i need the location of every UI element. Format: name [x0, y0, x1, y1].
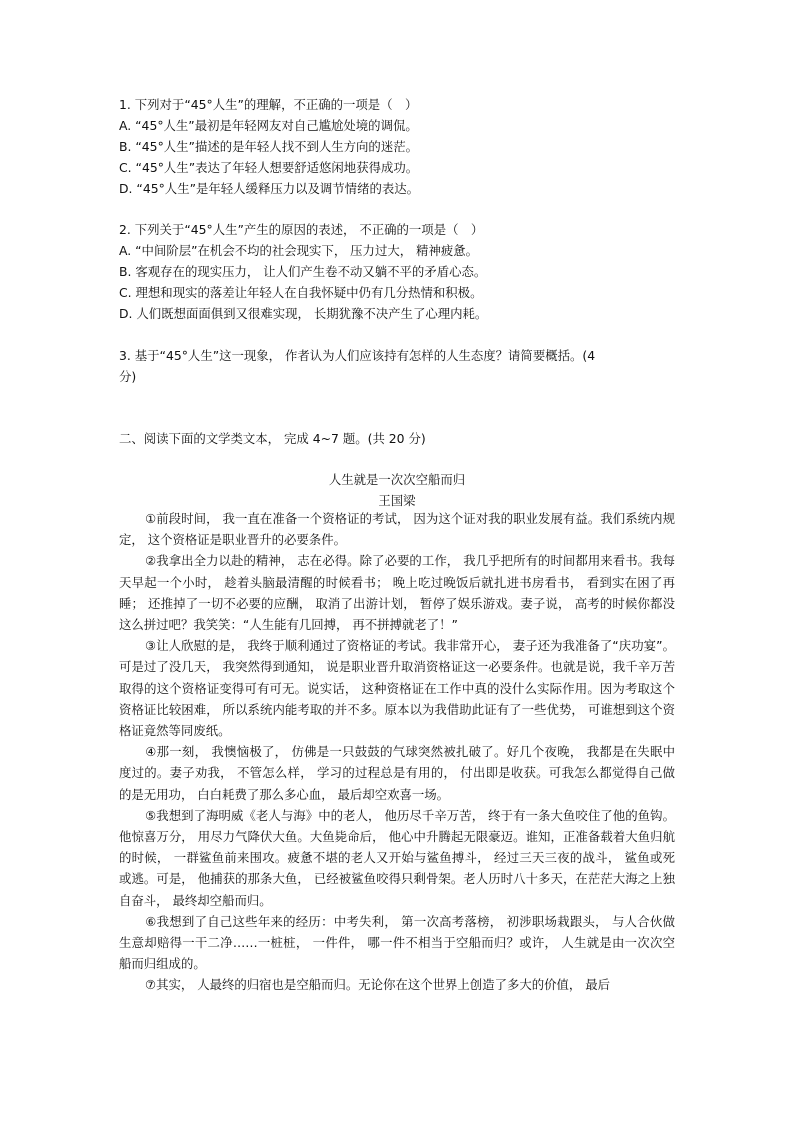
section-heading: 二、阅读下面的文学类文本， 完成 4~7 题。(共 20 分) [119, 431, 426, 446]
paragraph-7: ⑦其实， 人最终的归宿也是空船而归。无论你在这个世界上创造了多大的价值， 最后 [145, 977, 611, 993]
paragraph-6: ⑥我想到了自己这些年来的经历：中考失利， 第一次高考落榜， 初涉职场栽跟头， 与人合伙做生意却赔得一干二净……一桩桩， 一件件， 哪一件不相当于空船而归？或许， 人生就是由一次次空船而归组成的。 [119, 913, 675, 972]
option-d: D. “45°人生”是年轻人缓释压力以及调节情绪的表达。 [119, 181, 420, 196]
option-a: A. “45°人生”最初是年轻网友对自己尴尬处境的调侃。 [119, 118, 418, 133]
paragraph-5: ⑤我想到了海明威《老人与海》中的老人， 他历尽千辛万苦， 终于有一条大鱼咬住了他的鱼钩。他惊喜万分， 用尽力气降伏大鱼。大鱼毙命后， 他心中升腾起无限豪迈。谁知，正准备载着大鱼归航的时候， 一群鲨鱼前来围攻。疲惫不堪的老人又开始与鲨鱼搏斗， 经过三天三夜的战斗， 鲨鱼或死或逃。可是， 他捕获的那条大鱼， 已经被鲨鱼咬得只剩骨架。老人历时八十多天，在茫茫大海之上独自奋斗， 最终却空船而归。 [119, 807, 675, 908]
question-1 [119, 94, 689, 199]
passage-author: 王国梁 [378, 493, 416, 508]
question-2 [119, 219, 689, 324]
option-d: D. 人们既想面面俱到又很难实现， 长期犹豫不决产生了心理内耗。 [119, 306, 488, 321]
question-3 [119, 345, 689, 387]
passage-title: 人生就是一次次空船而归 [328, 472, 466, 487]
option-c: C. “45°人生”表达了年轻人想要舒适悠闲地获得成功。 [119, 160, 419, 175]
paragraph-3: ③让人欣慰的是， 我终于顺利通过了资格证的考试。我非常开心， 妻子还为我准备了“庆功宴”。可是过了没几天， 我突然得到通知， 说是职业晋升取消资格证这一必要条件。也就是说，我千辛万苦取得的这个资格证变得可有可无。说实话， 这种资格证在工作中真的没什么实际作用。因为考取这个资格证比较困难， 所以系统内能考取的并不多。原本以为我借助此证有了一些优势， 可谁想到这个资格证竟然等同废纸。 [119, 638, 675, 739]
question-stem-line-2: 分) [119, 369, 137, 384]
option-a: A. “中间阶层”在机会不均的社会现实下， 压力过大， 精神疲惫。 [119, 243, 479, 258]
paragraph-4: ④那一刻， 我懊恼极了， 仿佛是一只鼓鼓的气球突然被扎破了。好几个夜晚， 我都是在失眠中度过的。妻子劝我， 不管怎么样， 学习的过程总是有用的， 付出即是收获。可我怎么都觉得自己做的是无用功， 白白耗费了那么多心血， 最后却空欢喜一场。 [119, 744, 675, 802]
option-b: B. 客观存在的现实压力， 让人们产生卷不动又躺不平的矛盾心态。 [119, 264, 487, 279]
option-c: C. 理想和现实的落差让年轻人在自我怀疑中仍有几分热情和积极。 [119, 285, 483, 300]
paragraph-1: ①前段时间， 我一直在准备一个资格证的考试， 因为这个证对我的职业发展有益。我们系统内规定， 这个资格证是职业晋升的必要条件。 [119, 511, 675, 548]
question-stem: 2. 下列关于“45°人生”产生的原因的表述， 不正确的一项是（ ） [119, 222, 484, 237]
option-b: B. “45°人生”描述的是年轻人找不到人生方向的迷茫。 [119, 139, 418, 154]
passage-body [119, 508, 675, 996]
question-stem: 1. 下列对于“45°人生”的理解，不正确的一项是（ ） [119, 97, 418, 112]
question-stem-line-1: 3. 基于“45°人生”这一现象， 作者认为人们应该持有怎样的人生态度？请简要概括。(4 [119, 348, 596, 363]
paragraph-2: ②我拿出全力以赴的精神， 志在必得。除了必要的工作， 我几乎把所有的时间都用来看书。我每天早起一个小时， 趁着头脑最清醒的时候看书； 晚上吃过晚饭后就扎进书房看书， 看到实在困了再睡； 还推掉了一切不必要的应酬， 取消了出游计划， 暂停了娱乐游戏。妻子说， 高考的时候你都没这么拼过吧？我笑笑：“人生能有几回搏， 再不拼搏就老了！” [119, 553, 675, 633]
